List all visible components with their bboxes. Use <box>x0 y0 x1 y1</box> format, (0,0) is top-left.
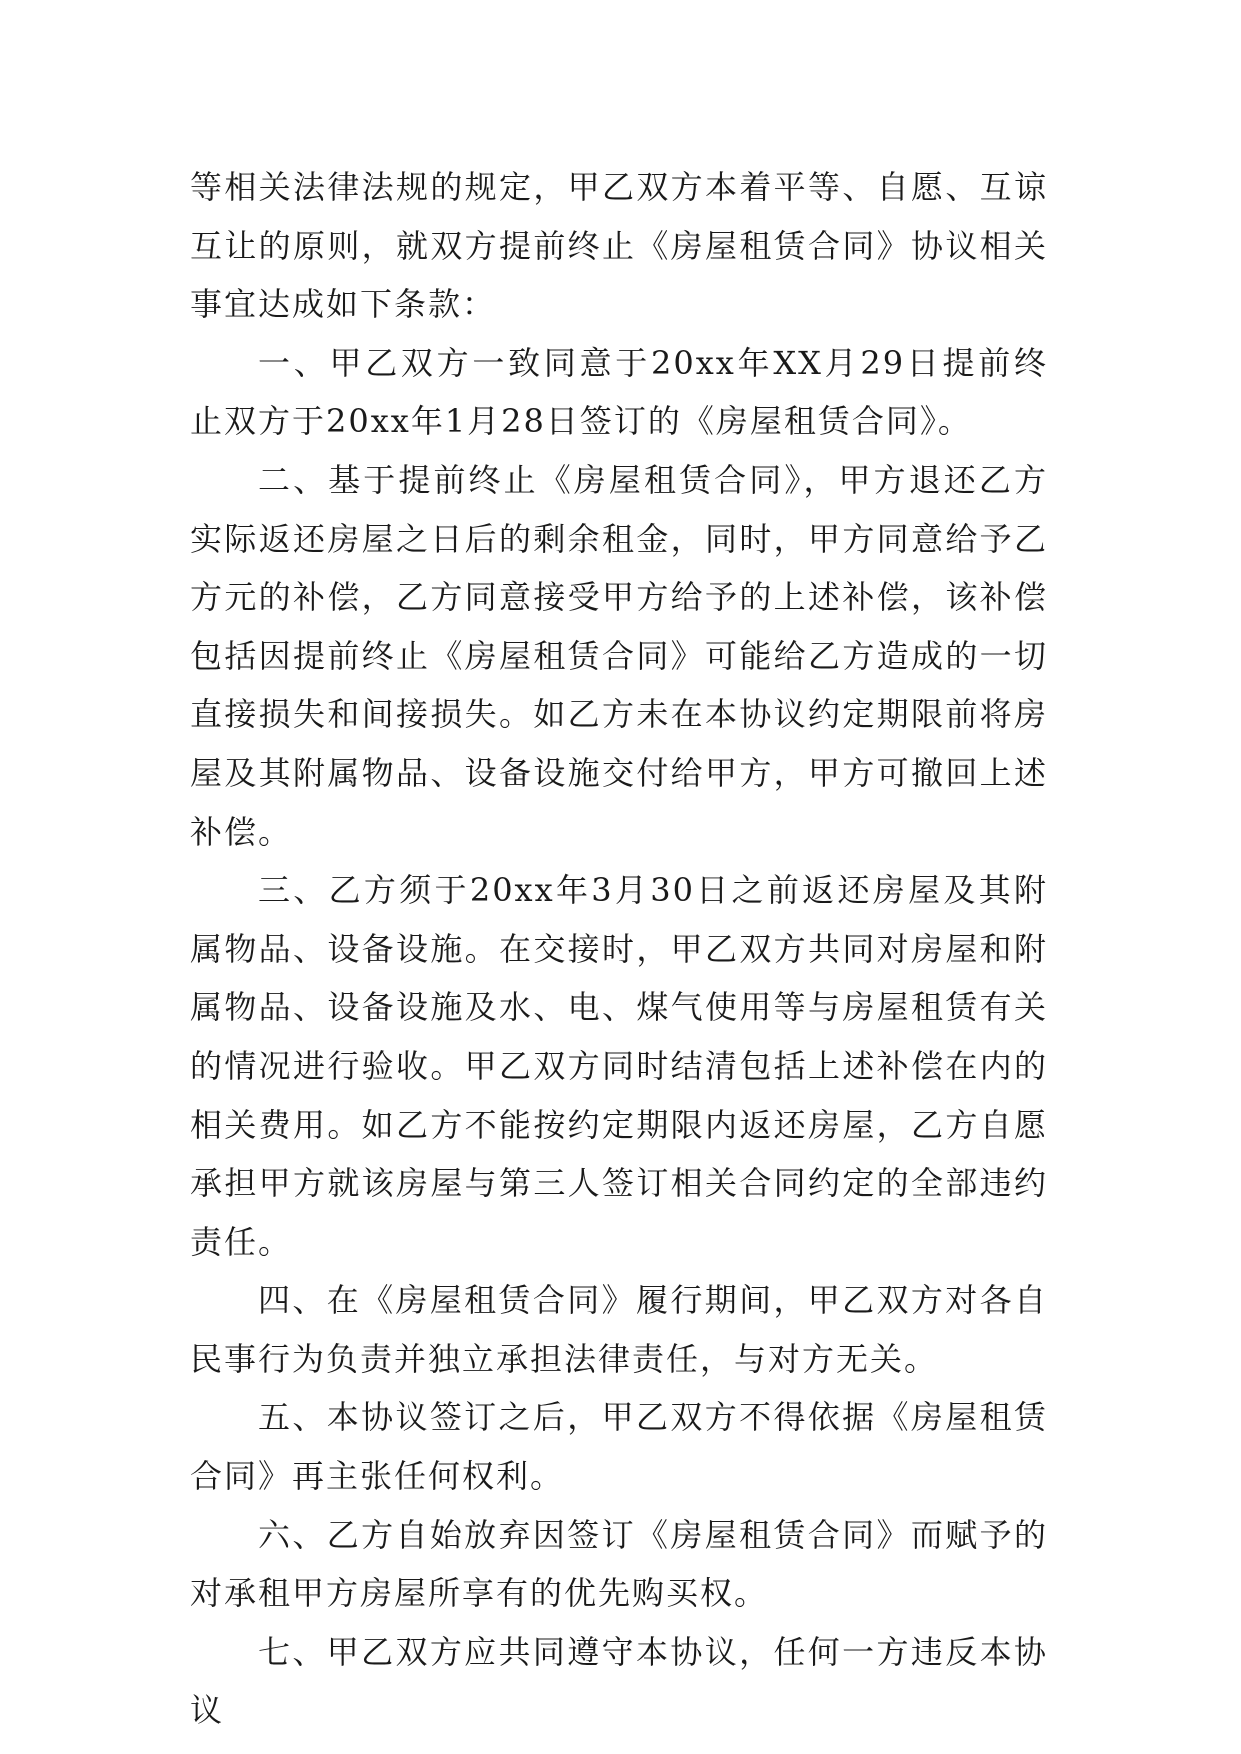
paragraph-clause-1: 一、甲乙双方一致同意于20xx年XX月29日提前终止双方于20xx年1月28日签订的《房屋租赁合同》。 <box>190 343 1048 441</box>
paragraph-clause-6: 六、乙方自始放弃因签订《房屋租赁合同》而赋予的对承租甲方房屋所享有的优先购买权。 <box>190 1515 1048 1613</box>
paragraph-clause-2: 二、基于提前终止《房屋租赁合同》，甲方退还乙方实际返还房屋之日后的剩余租金，同时，甲方同意给予乙方元的补偿，乙方同意接受甲方给予的上述补偿，该补偿包括因提前终止《房屋租赁合同》可能给乙方造成的一切直接损失和间接损失。如乙方未在本协议约定期限前将房屋及其附属物品、设备设施交付给甲方，甲方可撤回上述补偿。 <box>190 460 1048 851</box>
paragraph-clause-3: 三、乙方须于20xx年3月30日之前返还房屋及其附属物品、设备设施。在交接时，甲乙双方共同对房屋和附属物品、设备设施及水、电、煤气使用等与房屋租赁有关的情况进行验收。甲乙双方同时结清包括上述补偿在内的相关费用。如乙方不能按约定期限内返还房屋，乙方自愿承担甲方就该房屋与第三人签订相关合同约定的全部违约责任。 <box>190 871 1048 1261</box>
paragraph-clause-4: 四、在《房屋租赁合同》履行期间，甲乙双方对各自民事行为负责并独立承担法律责任，与对方无关。 <box>190 1281 1048 1378</box>
paragraph-clause-7: 七、甲乙双方应共同遵守本协议，任何一方违反本协议 <box>190 1632 1048 1730</box>
document-body <box>190 158 1048 1740</box>
paragraph-preamble: 等相关法律法规的规定，甲乙双方本着平等、自愿、互谅互让的原则，就双方提前终止《房屋租赁合同》协议相关事宜达成如下条款： <box>190 168 1048 324</box>
paragraph-clause-5: 五、本协议签订之后，甲乙双方不得依据《房屋租赁合同》再主张任何权利。 <box>190 1398 1048 1496</box>
